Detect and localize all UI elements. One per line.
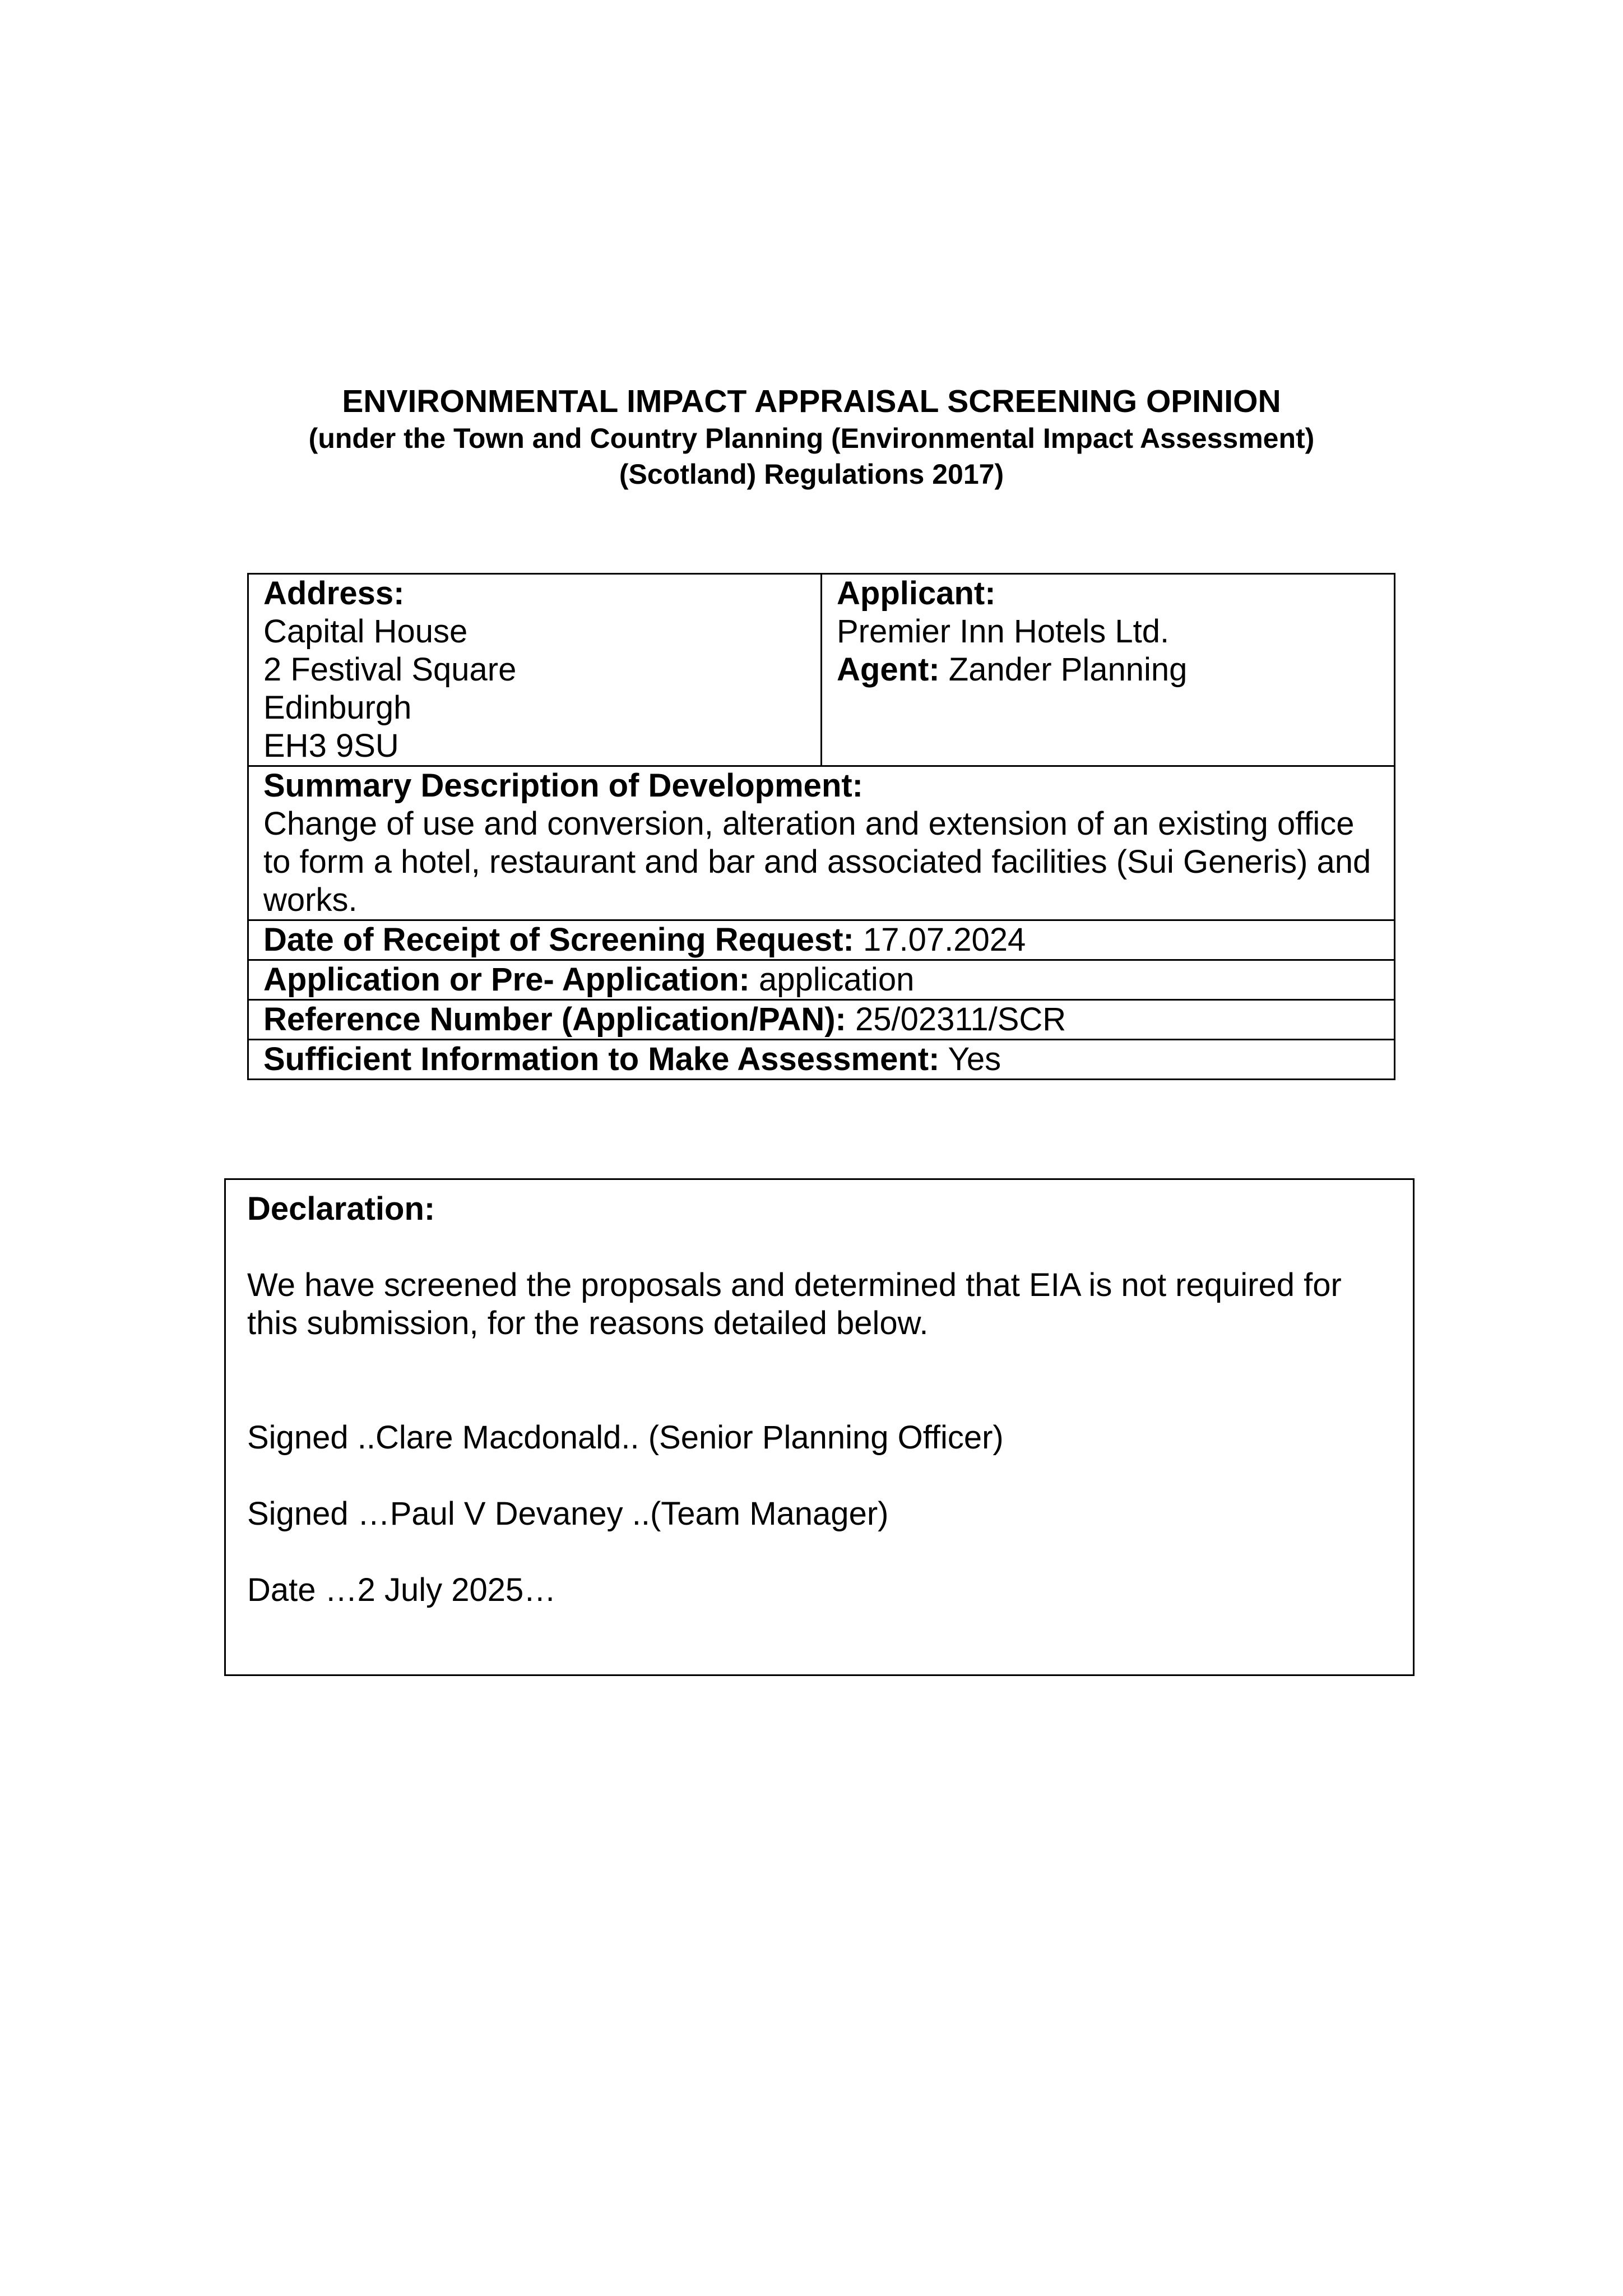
reference-number-row	[248, 1000, 1395, 1040]
address-line: EH3 9SU	[263, 728, 399, 764]
declaration-text: We have screened the proposals and determined that EIA is not required for this submission, for the reasons detailed below.	[247, 1267, 1342, 1341]
agent-line	[837, 651, 1379, 689]
screening-details-table	[247, 573, 1395, 1080]
applicant-value: Premier Inn Hotels Ltd.	[837, 613, 1170, 650]
address-line: Edinburgh	[263, 689, 412, 726]
summary-cell	[248, 766, 1395, 920]
declaration-box	[224, 1178, 1415, 1676]
sufficient-info-label: Sufficient Information to Make Assessment:	[263, 1041, 940, 1077]
address-cell	[248, 574, 822, 766]
summary-label: Summary Description of Development:	[263, 767, 863, 804]
reference-number-label: Reference Number (Application/PAN):	[263, 1001, 846, 1038]
address-line: Capital House	[263, 613, 468, 650]
application-type-value: application	[759, 961, 915, 998]
address-applicant-row	[248, 574, 1395, 766]
reference-number-value: 25/02311/SCR	[855, 1001, 1066, 1038]
receipt-date-value: 17.07.2024	[862, 922, 1026, 958]
document-heading	[0, 382, 1623, 492]
summary-text: Change of use and conversion, alteration and extension of an existing office to form a hotel, restaurant and bar and associated facilities (Sui Generis) and works.	[263, 806, 1371, 918]
address-label: Address:	[263, 575, 405, 612]
declaration-date: Date …2 July 2025…	[247, 1572, 557, 1608]
sufficient-info-row	[248, 1040, 1395, 1080]
agent-label: Agent:	[837, 651, 940, 688]
applicant-cell	[822, 574, 1395, 766]
signature-senior-planning-officer: Signed ..Clare Macdonald.. (Senior Planning Officer)	[247, 1419, 1004, 1456]
receipt-date-label: Date of Receipt of Screening Request:	[263, 922, 854, 958]
signature-team-manager: Signed …Paul V Devaney ..(Team Manager)	[247, 1496, 889, 1532]
sufficient-info-cell	[248, 1040, 1395, 1080]
document-subtitle-line-1: (under the Town and Country Planning (Environmental Impact Assessment)	[308, 423, 1315, 454]
application-type-cell	[248, 960, 1395, 1000]
applicant-label: Applicant:	[837, 575, 996, 612]
receipt-date-row	[248, 920, 1395, 960]
sufficient-info-value: Yes	[948, 1041, 1001, 1077]
reference-number-cell	[248, 1000, 1395, 1040]
receipt-date-cell	[248, 920, 1395, 960]
application-type-label: Application or Pre- Application:	[263, 961, 750, 998]
document-title: ENVIRONMENTAL IMPACT APPRAISAL SCREENING OPINION	[342, 383, 1281, 419]
application-type-row	[248, 960, 1395, 1000]
declaration-heading: Declaration:	[247, 1191, 435, 1227]
summary-row	[248, 766, 1395, 920]
agent-value: Zander Planning	[948, 651, 1188, 688]
address-line: 2 Festival Square	[263, 651, 517, 688]
document-subtitle-line-2: (Scotland) Regulations 2017)	[619, 459, 1004, 490]
